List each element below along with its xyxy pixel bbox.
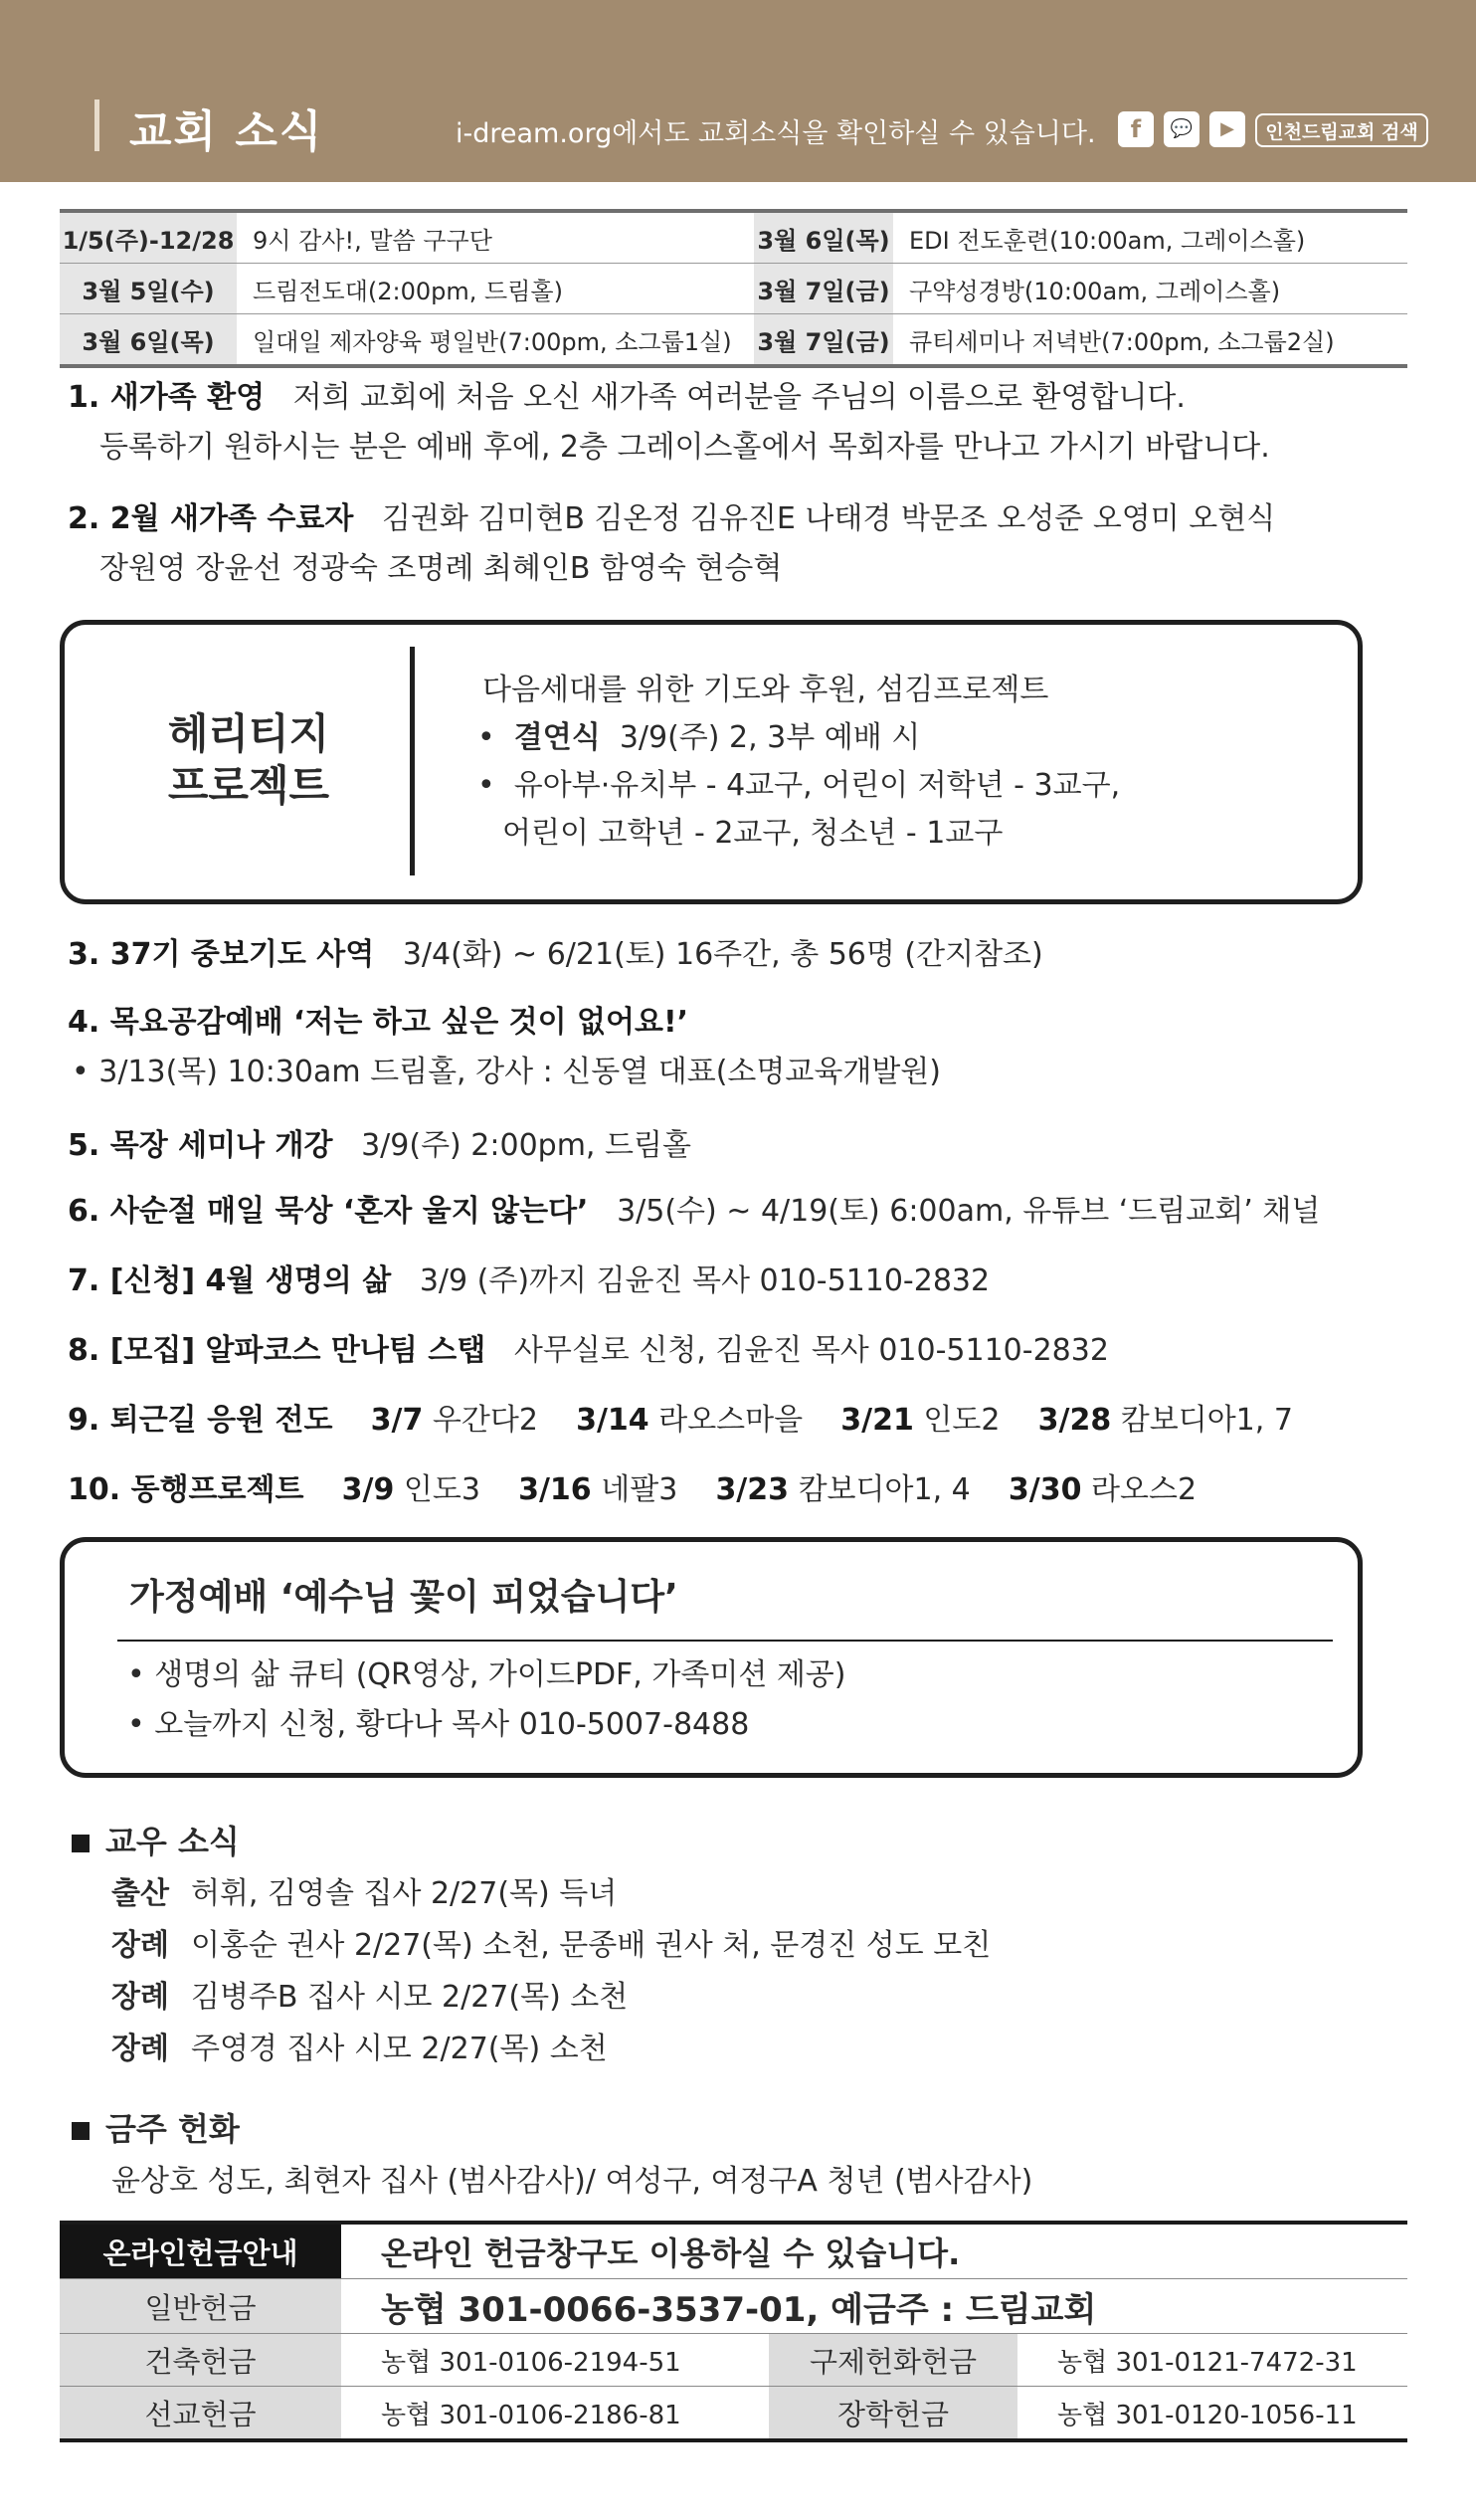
place: 인도2 (923, 1403, 1001, 1438)
schedule-date: 1/5(주)-12/28 (60, 213, 237, 263)
news-item-5 (68, 1126, 691, 1166)
table-row (60, 2333, 1407, 2386)
place: 라오스마을 (658, 1403, 804, 1438)
news-item-text: 3/9 (주)까지 김윤진 목사 010-5110-2832 (419, 1263, 991, 1298)
date: 3/9 (341, 1472, 395, 1507)
offering-account: 농협 301-0106-2194-51 (381, 2347, 681, 2378)
schedule-event: 큐티세미나 저녁반(7:00pm, 소그룹2실) (909, 327, 1335, 356)
news-type: 장례 (111, 1980, 169, 2015)
offering-table (60, 2221, 1407, 2442)
offering-label: 건축헌금 (60, 2334, 341, 2386)
date: 3/23 (715, 1472, 790, 1507)
header-band (0, 0, 1476, 182)
table-row (60, 2278, 1407, 2333)
flowers-heading (72, 2104, 240, 2150)
flowers-text: 윤상호 성도, 최현자 집사 (범사감사)/ 여성구, 여정구A 청년 (범사감사) (111, 2164, 1033, 2199)
schedule-date: 3월 7일(금) (754, 314, 893, 364)
news-item-title: 4. 목요공감예배 ‘저는 하고 싶은 것이 없어요!’ (68, 1005, 689, 1040)
news-item-text: 등록하기 원하시는 분은 예배 후에, 2층 그레이스홀에서 목회자를 만나고 가시기 바랍니다. (99, 430, 1270, 465)
news-item-10 (68, 1470, 1197, 1510)
news-item-9 (68, 1401, 1293, 1441)
family-worship-title: 가정예배 ‘예수님 꽃이 피었습니다’ (129, 1577, 678, 1618)
schedule-table (60, 209, 1407, 368)
heritage-bullet-bold: 결연식 (513, 720, 601, 755)
news-item-text: 장원영 장윤선 정광숙 조명례 최혜인B 함영숙 현승혁 (99, 551, 783, 586)
news-type: 장례 (111, 2032, 169, 2066)
news-item-text: 3/9(주) 2:00pm, 드림홀 (361, 1128, 691, 1163)
date: 3/30 (1008, 1472, 1082, 1507)
divider (117, 1640, 1333, 1642)
header-subtitle: i-dream.org에서도 교회소식을 확인하실 수 있습니다. (456, 118, 1096, 149)
news-item-title: 7. [신청] 4월 생명의 삶 (68, 1263, 392, 1298)
schedule-date: 3월 6일(목) (754, 213, 893, 263)
news-item-title: 9. 퇴근길 응원 전도 (68, 1403, 333, 1438)
place: 인도3 (403, 1472, 480, 1507)
news-item-title: 2. 2월 새가족 수료자 (68, 501, 354, 536)
heritage-bullet-cont: 어린이 고학년 - 2교구, 청소년 - 1교구 (502, 816, 1004, 851)
news-type: 장례 (111, 1928, 169, 1963)
member-news-heading (72, 1817, 240, 1862)
offering-account: 농협 301-0120-1056-11 (1057, 2400, 1358, 2430)
news-item-4 (68, 1003, 688, 1043)
news-item-6 (68, 1192, 1320, 1232)
member-news-row (111, 1920, 991, 1964)
news-text: 주영경 집사 시모 2/27(목) 소천 (190, 2032, 608, 2066)
offering-label: 구제헌화헌금 (769, 2334, 1017, 2386)
offering-account: 농협 301-0106-2186-81 (381, 2400, 681, 2430)
news-item-text: 김권화 김미현B 김온정 김유진E 나태경 박문조 오성준 오영미 오현식 (381, 501, 1276, 536)
heritage-line: 다음세대를 위한 기도와 후원, 섬김프로젝트 (482, 673, 1049, 707)
place: 라오스2 (1091, 1472, 1198, 1507)
table-row (60, 213, 1407, 263)
table-row (60, 2225, 1407, 2278)
square-bullet-icon (72, 2122, 90, 2140)
table-row (60, 263, 1407, 313)
heritage-bullet: • 유아부·유치부 - 4교구, 어린이 저학년 - 3교구, (477, 768, 1121, 803)
family-worship-bullet: • 오늘까지 신청, 황다나 목사 010-5007-8488 (127, 1707, 750, 1742)
news-item-text: 사무실로 신청, 김윤진 목사 010-5110-2832 (513, 1333, 1109, 1368)
youtube-icon[interactable]: ▶ (1209, 111, 1245, 147)
schedule-date: 3월 6일(목) (60, 314, 237, 364)
date: 3/16 (518, 1472, 592, 1507)
heritage-bullet-text: 유아부·유치부 - 4교구, 어린이 저학년 - 3교구, (513, 768, 1121, 803)
divider (410, 647, 415, 875)
heritage-bullet-text: 3/9(주) 2, 3부 예배 시 (619, 720, 921, 755)
place: 우간다2 (432, 1403, 538, 1438)
news-item-1 (68, 378, 1186, 418)
church-search-button[interactable]: 인천드림교회 검색 (1255, 113, 1428, 147)
news-item-8 (68, 1331, 1109, 1371)
schedule-event: 일대일 제자양육 평일반(7:00pm, 소그룹1실) (253, 327, 732, 356)
date: 3/14 (576, 1403, 649, 1438)
news-item-title: 10. 동행프로젝트 (68, 1472, 304, 1507)
date: 3/28 (1037, 1403, 1112, 1438)
member-news-row (111, 1972, 628, 2016)
news-type: 출산 (111, 1876, 169, 1911)
section-title: 금주 헌화 (105, 2110, 240, 2148)
offering-header-label: 온라인헌금안내 (60, 2225, 341, 2278)
offering-label: 선교헌금 (60, 2387, 341, 2438)
news-item-title: 5. 목장 세미나 개강 (68, 1128, 333, 1163)
news-item-text: 저희 교회에 처음 오신 새가족 여러분을 주님의 이름으로 환영합니다. (292, 380, 1186, 415)
news-item-title: 6. 사순절 매일 묵상 ‘혼자 울지 않는다’ (68, 1194, 589, 1229)
table-row (60, 313, 1407, 364)
offering-label: 일반헌금 (60, 2279, 341, 2333)
news-item-text: 3/4(화) ~ 6/21(토) 16주간, 총 56명 (간지참조) (402, 937, 1043, 972)
news-item-text: • 3/13(목) 10:30am 드림홀, 강사 : 신동열 대표(소명교육개발원) (72, 1055, 941, 1089)
news-item-title: 3. 37기 중보기도 사역 (68, 937, 375, 972)
heritage-bullet: • 결연식 3/9(주) 2, 3부 예배 시 (477, 720, 921, 755)
news-item-7 (68, 1261, 990, 1301)
family-worship-bullet: • 생명의 삶 큐티 (QR영상, 가이드PDF, 가족미션 제공) (127, 1657, 846, 1692)
place: 캄보디아1, 7 (1120, 1403, 1293, 1438)
place: 캄보디아1, 4 (798, 1472, 971, 1507)
table-row (60, 2386, 1407, 2438)
offering-account: 농협 301-0066-3537-01, 예금주 : 드림교회 (381, 2289, 1097, 2330)
offering-header-text: 온라인 헌금창구도 이용하실 수 있습니다. (381, 2234, 961, 2272)
section-title: 교우 소식 (105, 1823, 240, 1860)
schedule-event: 9시 감사!, 말씀 구구단 (253, 226, 492, 255)
header-accent-bar (94, 99, 99, 151)
heritage-title-line: 프로젝트 (167, 761, 330, 810)
offering-label: 장학헌금 (769, 2387, 1017, 2438)
schedule-event: 드림전도대(2:00pm, 드림홀) (253, 277, 563, 305)
schedule-date: 3월 7일(금) (754, 264, 893, 313)
facebook-icon[interactable]: f (1118, 111, 1154, 147)
square-bullet-icon (72, 1835, 90, 1852)
member-news-row (111, 1868, 617, 1912)
kakao-talk-icon[interactable]: 💬 (1164, 111, 1199, 147)
schedule-event: EDI 전도훈련(10:00am, 그레이스홀) (909, 226, 1306, 255)
offering-account: 농협 301-0121-7472-31 (1057, 2347, 1358, 2378)
place: 네팔3 (601, 1472, 678, 1507)
member-news-row (111, 2024, 608, 2067)
schedule-date: 3월 5일(수) (60, 264, 237, 313)
news-item-text: 3/5(수) ~ 4/19(토) 6:00am, 유튜브 ‘드림교회’ 채널 (617, 1194, 1321, 1229)
news-item-title: 1. 새가족 환영 (68, 380, 266, 415)
news-text: 이홍순 권사 2/27(목) 소천, 문종배 권사 처, 문경진 성도 모친 (190, 1928, 992, 1963)
news-item-2 (68, 499, 1275, 539)
page-title: 교회 소식 (129, 106, 324, 157)
news-item-title: 8. [모집] 알파코스 만나팀 스탭 (68, 1333, 486, 1368)
news-text: 김병주B 집사 시모 2/27(목) 소천 (190, 1980, 629, 2015)
date: 3/7 (370, 1403, 424, 1438)
news-item-3 (68, 935, 1043, 975)
heritage-title-line: 헤리티지 (167, 709, 330, 758)
schedule-event: 구약성경방(10:00am, 그레이스홀) (909, 277, 1281, 305)
news-text: 허휘, 김영솔 집사 2/27(목) 득녀 (190, 1876, 618, 1911)
date: 3/21 (840, 1403, 914, 1438)
heritage-title (159, 708, 338, 812)
